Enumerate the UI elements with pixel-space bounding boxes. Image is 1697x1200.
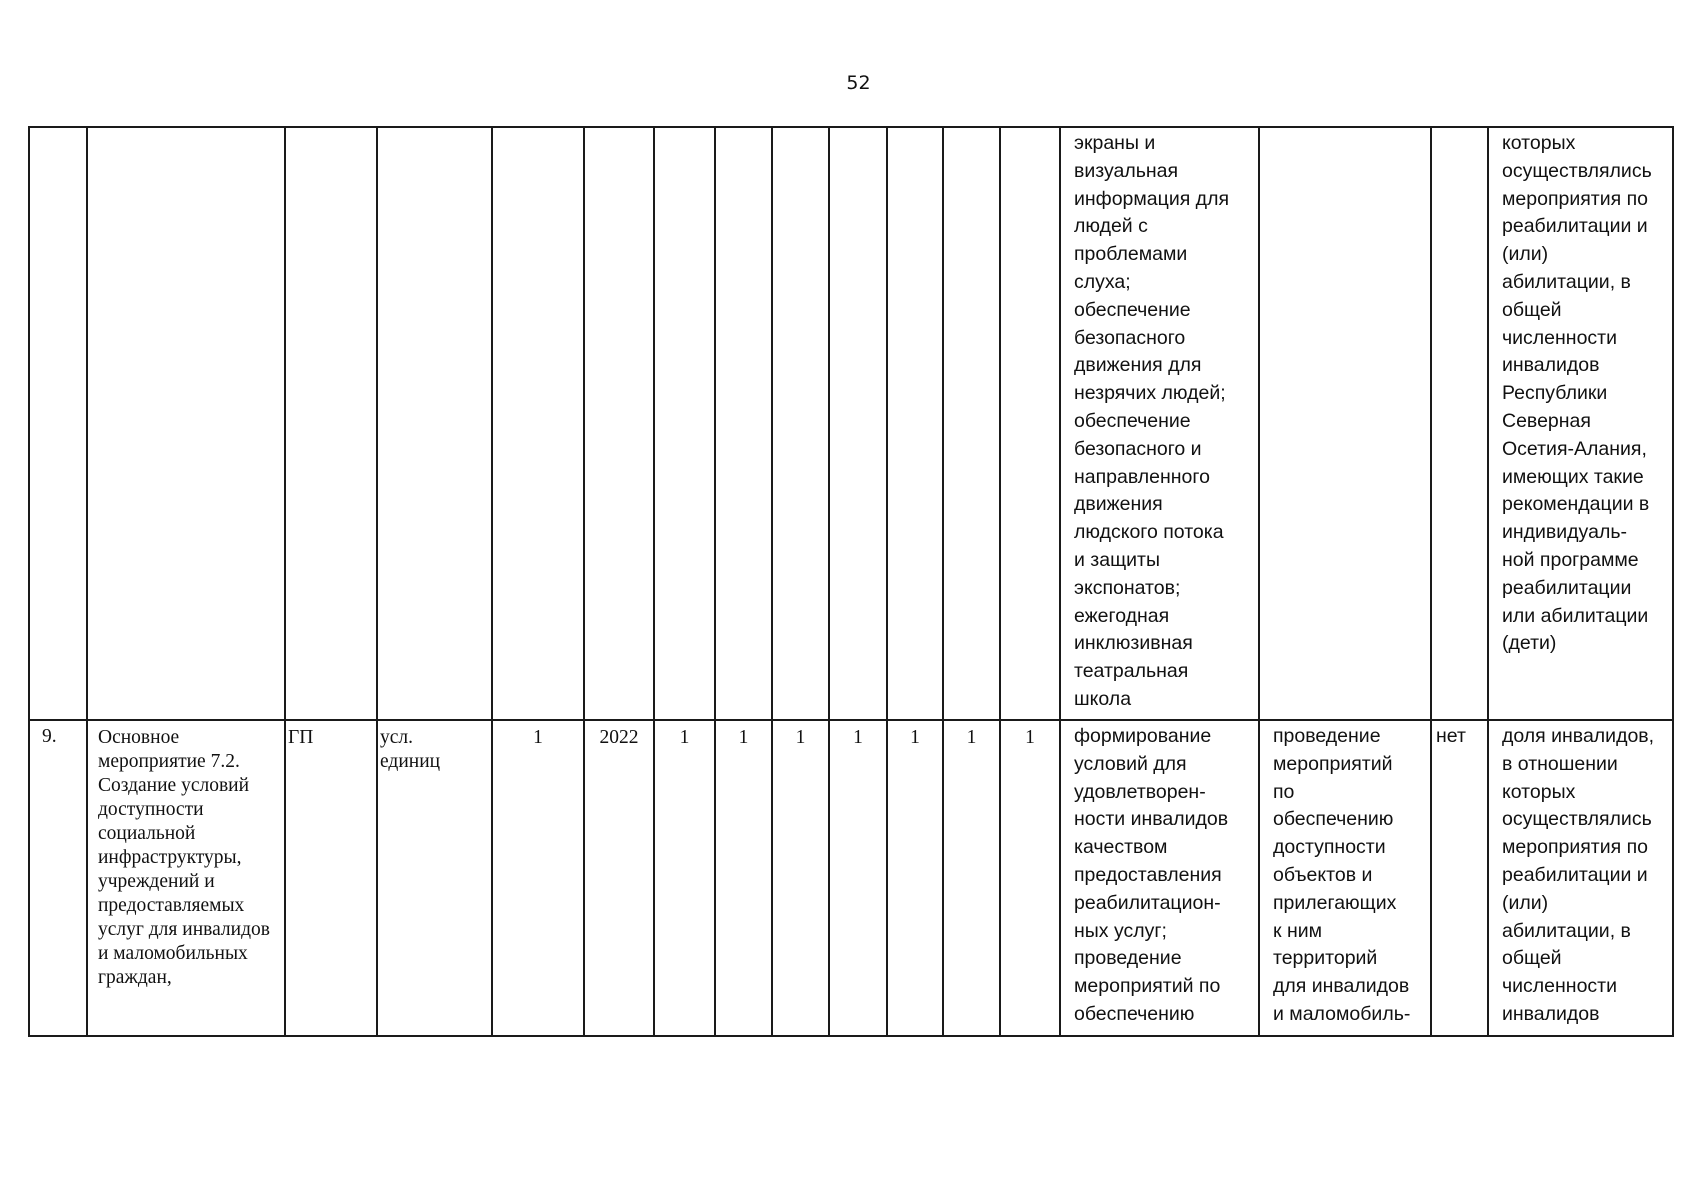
- indicator-text: доля инвалидов, в отношении которых осуществлялись мероприятия по реабилитации и (или) абилитации, в общей численности инвалидов: [1502, 725, 1655, 1025]
- table-row: [29, 720, 1673, 1036]
- results-text: проведение мероприятий по обеспечению доступности объектов и прилегающих к ним территорий для инвалидов и маломобиль-: [1273, 725, 1411, 1025]
- program-table: [28, 126, 1674, 1037]
- yearly-value: 1: [738, 727, 749, 748]
- yearly-value: 1: [966, 727, 977, 748]
- activity-name: Основное мероприятие 7.2. Создание условий доступности социальной инфраструктуры, учреждений и предоставляемых услуг для инвалидов и маломобильных граждан,: [98, 727, 270, 988]
- cell-number: [29, 720, 87, 1036]
- cell-measures: [1060, 127, 1259, 720]
- cell-base-value: [492, 720, 584, 1036]
- cell-risk: [1431, 720, 1488, 1036]
- cell-unit: [377, 127, 492, 720]
- cell-name: [87, 127, 285, 720]
- yearly-value: 1: [853, 727, 863, 748]
- executor: ГП: [288, 727, 314, 748]
- cell-measures: [1060, 720, 1259, 1036]
- cell-number: [29, 127, 87, 720]
- page-number: 52: [846, 72, 871, 94]
- cell-value: [829, 720, 887, 1036]
- cell-value: [943, 720, 1000, 1036]
- risk-text: нет: [1436, 725, 1466, 747]
- cell-executor: [285, 127, 377, 720]
- cell-executor: [285, 720, 377, 1036]
- cell-unit: [377, 720, 492, 1036]
- cell-base-value: [492, 127, 584, 720]
- cell-results: [1259, 720, 1431, 1036]
- cell-value: [715, 127, 772, 720]
- cell-results: [1259, 127, 1431, 720]
- measures-text: экраны и визуальная информация для людей с проблемами слуха; обеспечение безопасного движения для незрячих людей; обеспечение безопасного и направленного движения людского потока и защиты экспонатов; ежегодная инклюзивная театральная школа: [1074, 132, 1230, 710]
- cell-value: [1000, 127, 1060, 720]
- yearly-value: 1: [795, 727, 806, 748]
- year: 2022: [599, 727, 639, 748]
- base-value: 1: [533, 727, 543, 748]
- cell-value: [943, 127, 1000, 720]
- cell-value: [654, 720, 715, 1036]
- cell-name: [87, 720, 285, 1036]
- cell-value: [772, 127, 829, 720]
- cell-year: [584, 127, 654, 720]
- cell-value: [654, 127, 715, 720]
- cell-value: [887, 720, 943, 1036]
- cell-risk: [1431, 127, 1488, 720]
- table-row: [29, 127, 1673, 720]
- measures-text: формирование условий для удовлетворен- ности инвалидов качеством предоставления реабилитацион- ных услуг; проведение мероприятий по обеспечению: [1074, 725, 1229, 1025]
- yearly-value: 1: [679, 727, 690, 748]
- cell-indicator: [1488, 720, 1673, 1036]
- yearly-value: 1: [1025, 727, 1035, 748]
- cell-value: [772, 720, 829, 1036]
- cell-value: [1000, 720, 1060, 1036]
- unit: усл. единиц: [380, 727, 441, 772]
- indicator-text: которых осуществлялись мероприятия по реабилитации и (или) абилитации, в общей численности инвалидов Республики Северная Осетия-Алания, имеющих такие рекомендации в индивидуаль- ной программе реабилитации или абилитации (дети): [1502, 132, 1652, 655]
- cell-value: [829, 127, 887, 720]
- cell-indicator: [1488, 127, 1673, 720]
- yearly-value: 1: [910, 727, 920, 748]
- cell-value: [715, 720, 772, 1036]
- cell-year: [584, 720, 654, 1036]
- cell-value: [887, 127, 943, 720]
- row-number: 9.: [42, 726, 57, 747]
